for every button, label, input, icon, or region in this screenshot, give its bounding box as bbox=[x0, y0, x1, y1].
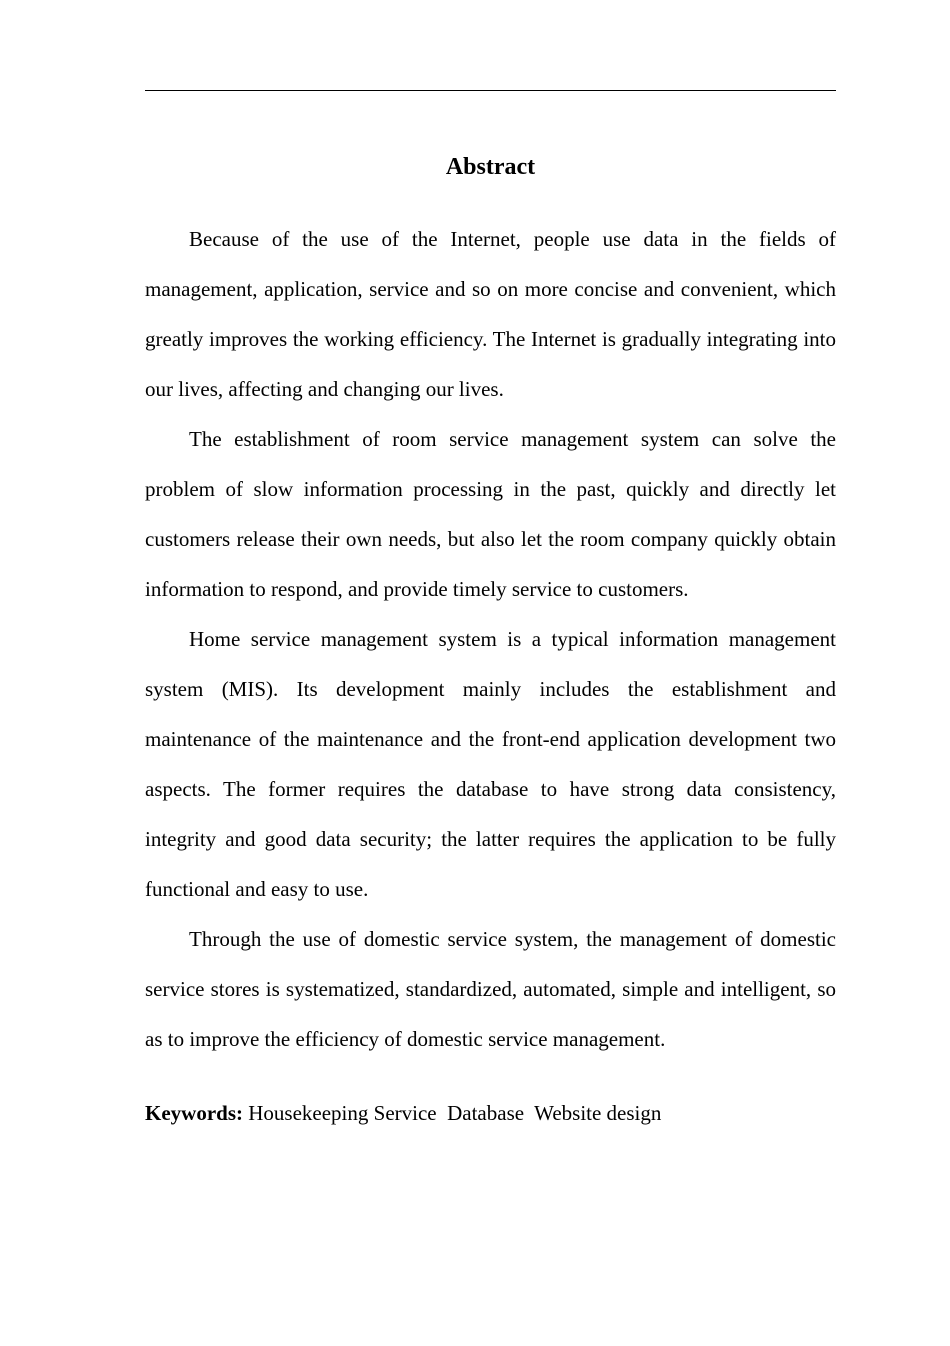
abstract-paragraph-1: Because of the use of the Internet, people use data in the fields of management, application, service and so on more concise and convenient, which greatly improves the working efficiency. The Internet is gradually integrating into our lives, affecting and changing our lives. bbox=[145, 227, 836, 401]
abstract-body bbox=[145, 214, 836, 1064]
abstract-paragraph-3: Home service management system is a typical information management system (MIS). Its development mainly includes the establishment and maintenance of the maintenance and the front-end application development two aspects. The former requires the database to have strong data consistency, integrity and good data security; the latter requires the application to be fully functional and easy to use. bbox=[145, 627, 836, 901]
abstract-title: Abstract bbox=[445, 154, 536, 180]
keywords-label: Keywords: bbox=[145, 1101, 243, 1125]
header-rule bbox=[145, 90, 836, 91]
abstract-paragraph-4: Through the use of domestic service system, the management of domestic service stores is systematized, standardized, automated, simple and intelligent, so as to improve the efficiency of domestic service management. bbox=[145, 927, 836, 1051]
keywords-value: Housekeeping Service Database Website design bbox=[243, 1101, 662, 1125]
abstract-paragraph-2: The establishment of room service management system can solve the problem of slow information processing in the past, quickly and directly let customers release their own needs, but also let the room company quickly obtain information to respond, and provide timely service to customers. bbox=[145, 427, 836, 601]
keywords-line bbox=[145, 1094, 836, 1132]
